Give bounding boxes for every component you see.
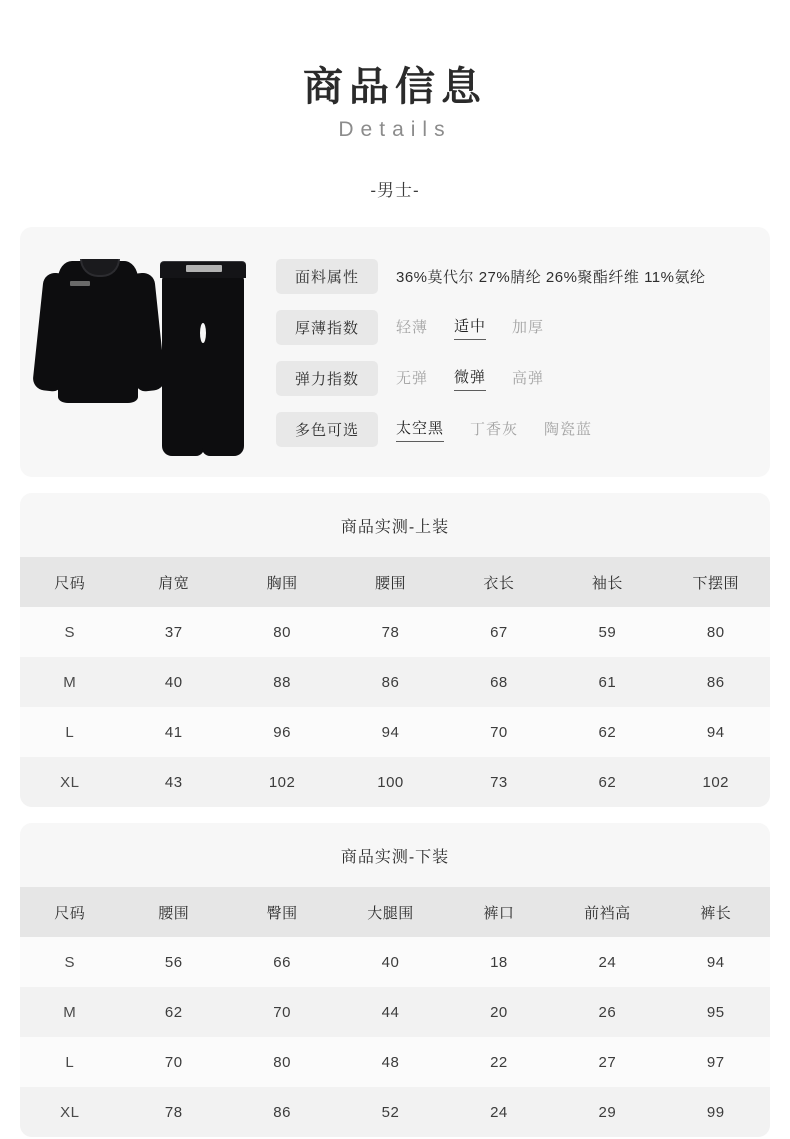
cell-value: 78 [381, 623, 400, 641]
cell-value: 48 [381, 1053, 400, 1071]
cell-value: 20 [490, 1003, 508, 1021]
cell-size: L [65, 723, 75, 741]
cell-value: 27 [598, 1053, 617, 1071]
cell-value: 26 [598, 1003, 617, 1021]
size-table-top [20, 493, 770, 807]
bottom-garment-icon [160, 261, 246, 457]
cell-size: S [64, 623, 75, 641]
garment-illustration [30, 243, 262, 461]
cell-value: 86 [381, 673, 400, 691]
measurements-table [20, 887, 770, 1137]
attribute-options [396, 366, 544, 391]
cell-value: 94 [706, 723, 725, 741]
column-header: 下摆围 [692, 574, 740, 592]
cell-value: 88 [273, 673, 291, 691]
cell-value: 78 [164, 1103, 183, 1121]
column-header: 胸围 [266, 574, 298, 592]
cell-size: L [65, 1053, 75, 1071]
option-elasticity-none[interactable]: 无弹 [396, 369, 429, 387]
cell-value: 52 [381, 1103, 400, 1121]
size-table-bottom [20, 823, 770, 1137]
cell-value: 86 [273, 1103, 291, 1121]
column-header: 臀围 [266, 904, 298, 922]
cell-size: M [63, 1003, 77, 1021]
attribute-row-thickness [276, 310, 754, 345]
page-title: 商品信息 [303, 65, 487, 109]
attribute-list [272, 227, 770, 477]
cell-value: 61 [598, 673, 617, 691]
cell-value: 40 [164, 673, 183, 691]
attribute-options [396, 315, 544, 340]
option-thickness-thick[interactable]: 加厚 [512, 318, 545, 336]
cell-value: 95 [706, 1003, 725, 1021]
table-row [20, 1037, 770, 1087]
cell-value: 70 [490, 723, 508, 741]
top-garment-icon [36, 255, 160, 405]
cell-value: 68 [490, 673, 508, 691]
column-header: 腰围 [375, 574, 407, 592]
column-header: 前裆高 [584, 904, 631, 922]
cell-value: 80 [706, 623, 725, 641]
cell-value: 94 [706, 953, 725, 971]
cell-value: 97 [706, 1053, 725, 1071]
column-header: 衣长 [483, 574, 515, 592]
option-color-black[interactable]: 太空黑 [396, 417, 444, 442]
cell-value: 100 [377, 773, 404, 791]
attribute-row-colors [276, 412, 754, 447]
attribute-row-elasticity [276, 361, 754, 396]
table-header-row [20, 557, 770, 607]
cell-value: 86 [706, 673, 725, 691]
cell-value: 62 [164, 1003, 183, 1021]
gender-label: -男士- [370, 181, 420, 200]
page-subtitle-en: Details [338, 118, 452, 141]
attribute-value: 36%莫代尔 27%腈纶 26%聚酯纤维 11%氨纶 [396, 269, 706, 286]
measurements-table [20, 557, 770, 807]
cell-value: 70 [273, 1003, 291, 1021]
column-header: 肩宽 [158, 574, 190, 592]
table-title: 商品实测-上装 [20, 493, 770, 557]
option-elasticity-slight[interactable]: 微弹 [454, 366, 486, 391]
cell-value: 67 [490, 623, 508, 641]
attribute-label: 弹力指数 [276, 361, 378, 396]
column-header: 腰围 [158, 904, 190, 922]
column-header: 裤口 [483, 904, 515, 922]
table-row [20, 707, 770, 757]
option-thickness-medium[interactable]: 适中 [454, 315, 486, 340]
cell-value: 70 [164, 1053, 183, 1071]
cell-value: 99 [706, 1103, 725, 1121]
product-image [20, 227, 272, 477]
cell-value: 29 [598, 1103, 617, 1121]
table-row [20, 937, 770, 987]
cell-size: XL [60, 1103, 80, 1121]
attribute-label: 厚薄指数 [276, 310, 378, 345]
column-header: 袖长 [591, 574, 623, 592]
table-row [20, 657, 770, 707]
cell-value: 22 [490, 1053, 508, 1071]
column-header: 裤长 [700, 904, 732, 922]
cell-value: 73 [490, 773, 508, 791]
cell-size: XL [60, 773, 80, 791]
cell-size: S [64, 953, 75, 971]
table-row [20, 757, 770, 807]
column-header: 大腿围 [367, 904, 414, 922]
attribute-label: 多色可选 [276, 412, 378, 447]
cell-value: 41 [164, 723, 183, 741]
attribute-label: 面料属性 [276, 259, 378, 294]
table-title: 商品实测-下装 [20, 823, 770, 887]
cell-value: 80 [273, 623, 291, 641]
option-elasticity-high[interactable]: 高弹 [512, 369, 545, 387]
cell-value: 44 [381, 1003, 400, 1021]
cell-value: 56 [164, 953, 183, 971]
table-row [20, 607, 770, 657]
cell-value: 102 [268, 773, 296, 791]
cell-value: 62 [598, 723, 617, 741]
cell-value: 94 [381, 723, 400, 741]
cell-value: 18 [490, 953, 508, 971]
cell-value: 59 [598, 623, 617, 641]
attribute-row-fabric [276, 259, 754, 294]
table-header-row [20, 887, 770, 937]
cell-value: 66 [273, 953, 291, 971]
cell-value: 102 [702, 773, 730, 791]
option-color-gray[interactable]: 丁香灰 [470, 420, 519, 438]
cell-value: 62 [598, 773, 617, 791]
column-header: 尺码 [54, 574, 86, 592]
cell-value: 24 [598, 953, 617, 971]
cell-value: 37 [164, 623, 183, 641]
attributes-card [20, 227, 770, 477]
cell-value: 96 [273, 723, 291, 741]
page-header [0, 0, 790, 201]
option-thickness-light[interactable]: 轻薄 [396, 318, 429, 336]
option-color-blue[interactable]: 陶瓷蓝 [544, 420, 593, 438]
cell-value: 43 [164, 773, 183, 791]
cell-value: 80 [273, 1053, 291, 1071]
attribute-options [396, 417, 592, 442]
table-row [20, 1087, 770, 1137]
table-row [20, 987, 770, 1037]
column-header: 尺码 [54, 904, 86, 922]
cell-value: 40 [381, 953, 400, 971]
cell-size: M [63, 673, 77, 691]
cell-value: 24 [490, 1103, 508, 1121]
